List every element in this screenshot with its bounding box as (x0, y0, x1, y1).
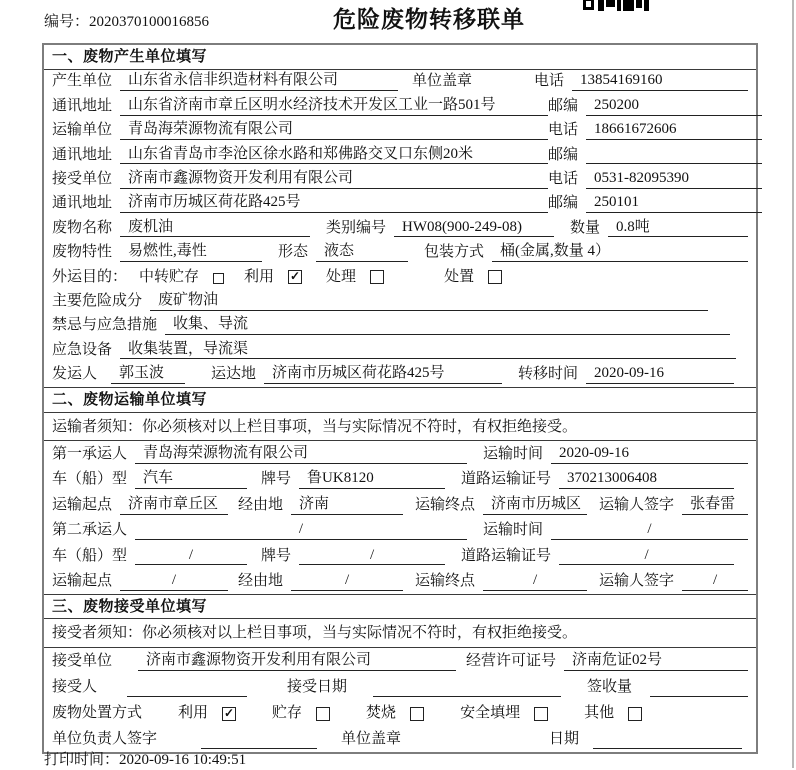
form-field (261, 546, 445, 566)
serial-label: 编号： (44, 14, 90, 30)
field-label: 电话 (533, 73, 564, 90)
section-receiver (44, 594, 756, 753)
field-label: 经营许可证号 (466, 653, 557, 670)
checkbox-icon (213, 273, 224, 284)
section-heading: 三、废物接受单位填写 (44, 595, 756, 620)
field-value: 13854169160 (572, 71, 748, 91)
field-value: / (551, 520, 748, 540)
field-label: 邮编 (548, 97, 579, 114)
qr-block (583, 0, 594, 10)
qr-block (606, 0, 615, 7)
field-label: 日期 (549, 731, 580, 748)
field-value: 收集装置，导流渠 (120, 340, 736, 360)
form-field (570, 218, 748, 238)
field-label: 运输人签字 (599, 572, 675, 589)
checkbox-icon (534, 707, 548, 721)
form-field (366, 704, 424, 723)
serial-number (44, 13, 209, 32)
form-field (52, 520, 467, 540)
field-value: HW08(900-249-08) (394, 218, 554, 238)
field-label: 接受日期 (287, 679, 348, 696)
form-field (415, 495, 587, 515)
field-label: 接受人 (52, 679, 98, 696)
field-value: 鲁UK8120 (299, 469, 445, 489)
field-label: 运输单位 (52, 122, 113, 139)
field-label: 单位负责人签字 (52, 731, 158, 748)
field-value: 2020-09-16 (586, 364, 734, 384)
form-field (52, 546, 247, 566)
form-row (44, 700, 756, 726)
field-value: 易燃性,毒性 (120, 242, 262, 262)
field-label: 废物处置方式 (52, 705, 143, 722)
form-field (483, 444, 748, 464)
form-field (287, 678, 561, 697)
field-value (127, 679, 247, 697)
form-row (44, 94, 756, 118)
field-label: 车（船）型 (52, 471, 128, 488)
field-label: 通讯地址 (52, 195, 113, 212)
form-field (460, 704, 548, 723)
field-value (373, 679, 561, 697)
form-field (326, 218, 554, 238)
qr-block (644, 0, 649, 11)
field-label: 经由地 (238, 496, 284, 513)
field-value: 济南市章丘区 (120, 495, 228, 515)
field-value: 汽车 (135, 469, 247, 489)
field-value: / (120, 571, 228, 591)
field-label: 通讯地址 (52, 146, 113, 163)
document-header (0, 0, 796, 43)
field-label: 其他 (584, 705, 615, 722)
field-value: / (682, 571, 748, 591)
field-label: 处置 (444, 268, 475, 285)
field-label: 第二承运人 (52, 522, 128, 539)
form-row (44, 240, 756, 264)
field-label: 经由地 (238, 572, 284, 589)
field-value (586, 146, 762, 164)
form-field (444, 268, 502, 287)
checkbox-checked-icon (288, 270, 302, 284)
field-value: 郭玉波 (111, 364, 185, 384)
form-field (52, 71, 398, 91)
check-mark: ✓ (224, 706, 235, 721)
form-row (44, 726, 756, 752)
form-field (52, 651, 456, 671)
form-field (52, 469, 247, 489)
form-row (44, 119, 756, 143)
form-field (272, 704, 330, 723)
form-row (44, 362, 756, 386)
field-label: 利用 (244, 268, 275, 285)
field-label: 邮编 (548, 146, 579, 163)
field-label: 运达地 (211, 366, 257, 383)
field-value: 青岛海荣源物流有限公司 (120, 120, 548, 140)
qr-block (598, 0, 604, 11)
form-field (52, 444, 467, 464)
qr-block (617, 0, 621, 11)
field-value: 0.8吨 (608, 218, 748, 238)
form-row (44, 648, 756, 674)
section-heading: 二、废物运输单位填写 (44, 388, 756, 413)
form-row (44, 338, 756, 362)
checkbox-checked-icon (222, 707, 236, 721)
section-note: 运输者须知：你必须核对以上栏目事项，当与实际情况不符时，有权拒绝接受。 (44, 413, 756, 442)
field-value: 济南市历城区 (483, 495, 587, 515)
field-value: / (135, 546, 247, 566)
field-value: 桶(金属,数量 4） (492, 242, 748, 262)
form-field (261, 469, 445, 489)
frame-border-line (792, 0, 794, 768)
field-label: 主要危险成分 (52, 292, 143, 309)
field-value (650, 679, 748, 697)
field-label: 数量 (570, 219, 601, 236)
field-value: 山东省青岛市李沧区徐水路和郑佛路交叉口东侧20米 (120, 145, 548, 165)
text-label: 单位盖章 (412, 73, 473, 90)
field-value: 济南危证02号 (564, 651, 748, 671)
field-label: 废物名称 (52, 219, 113, 236)
field-label: 运输时间 (483, 522, 544, 539)
serial-value: 2020370100016856 (89, 14, 210, 30)
field-label: 接受单位 (52, 653, 113, 670)
form-field (548, 169, 762, 189)
field-value: 济南市鑫源物资开发利用有限公司 (138, 651, 456, 671)
section-note: 接受者须知：你必须核对以上栏目事项，当与实际情况不符时，有权拒绝接受。 (44, 619, 756, 648)
field-label: 运输人签字 (599, 496, 675, 513)
field-label: 牌号 (261, 471, 292, 488)
form-field (52, 315, 748, 335)
field-label: 处理 (326, 268, 357, 285)
field-label: 贮存 (272, 705, 303, 722)
form-field (278, 242, 408, 262)
field-label: 发运人 (52, 366, 98, 383)
checkbox-icon (316, 707, 330, 721)
field-label: 禁忌与应急措施 (52, 317, 158, 334)
field-label: 中转贮存 (139, 268, 200, 285)
form-row (44, 492, 756, 517)
section-heading: 一、废物产生单位填写 (44, 45, 756, 70)
checkbox-icon (410, 707, 424, 721)
form-field (599, 495, 748, 515)
print-time (44, 751, 246, 770)
form-field (587, 678, 748, 697)
field-label: 应急设备 (52, 341, 113, 358)
form-row (44, 568, 756, 593)
field-value: 山东省济南市章丘区明水经济技术开发区工业一路501号 (120, 96, 548, 116)
field-value: 济南市历城区荷花路425号 (264, 364, 502, 384)
form-field (52, 730, 317, 749)
form-field (52, 169, 548, 189)
field-value: / (291, 571, 403, 591)
form-field (326, 268, 384, 287)
field-label: 接受单位 (52, 170, 113, 187)
text-label: 单位盖章 (341, 731, 402, 748)
form-field (244, 268, 302, 287)
form-field (549, 730, 748, 749)
form-row (44, 543, 756, 568)
form-field (424, 242, 748, 262)
form-field (52, 218, 310, 238)
form-field (52, 242, 262, 262)
field-value: 250200 (586, 96, 762, 116)
form-field (466, 651, 748, 671)
field-label: 牌号 (261, 547, 292, 564)
field-label: 转移时间 (518, 366, 579, 383)
form-field (461, 546, 748, 566)
field-label: 废物特性 (52, 244, 113, 261)
field-label: 运输起点 (52, 496, 113, 513)
form-field (52, 96, 548, 116)
form-row (44, 518, 756, 543)
field-value: 18661672606 (586, 120, 762, 140)
field-value: 废矿物油 (150, 291, 708, 311)
checkbox-icon (370, 270, 384, 284)
form-field (178, 704, 236, 723)
section-transporter (44, 387, 756, 594)
field-label: 包装方式 (424, 244, 485, 261)
form-row (44, 216, 756, 240)
form-field (518, 364, 748, 384)
form-field (548, 193, 762, 213)
form-row (44, 265, 756, 289)
field-label: 签收量 (587, 679, 633, 696)
field-value: 济南市鑫源物资开发利用有限公司 (120, 169, 548, 189)
field-label: 车（船）型 (52, 547, 128, 564)
form-field (52, 145, 548, 165)
form-field (415, 571, 587, 591)
field-value: / (559, 546, 734, 566)
form-field (52, 704, 150, 723)
checkbox-icon (488, 270, 502, 284)
field-label: 利用 (178, 705, 209, 722)
field-label: 类别编号 (326, 219, 387, 236)
form-field (52, 364, 185, 384)
field-value: 液态 (316, 242, 408, 262)
field-value: 2020-09-16 (551, 444, 748, 464)
field-label: 道路运输证号 (461, 471, 552, 488)
qr-code-partial-icon (583, 0, 651, 13)
field-value: 山东省永信非织造材料有限公司 (120, 71, 398, 91)
form-field (548, 146, 762, 165)
section-generator (44, 45, 756, 387)
field-value: / (135, 520, 467, 540)
form-row (44, 192, 756, 216)
field-label: 运输终点 (415, 496, 476, 513)
form-field (584, 704, 642, 723)
form-field (139, 268, 224, 287)
form-field (548, 120, 762, 140)
field-value: 0531-82095390 (586, 169, 762, 189)
field-value: 济南 (291, 495, 403, 515)
field-label: 运输终点 (415, 572, 476, 589)
checkbox-icon (628, 707, 642, 721)
field-value: 张春雷 (682, 495, 748, 515)
check-mark: ✓ (290, 269, 301, 284)
field-value (201, 731, 317, 749)
form-row (44, 143, 756, 167)
form-row (44, 467, 756, 492)
field-value: 济南市历城区荷花路425号 (120, 193, 548, 213)
field-value: / (299, 546, 445, 566)
field-value: 收集、导流 (165, 315, 730, 335)
field-label: 邮编 (548, 195, 579, 212)
transfer-form-table (42, 43, 758, 754)
field-label: 道路运输证号 (461, 547, 552, 564)
form-field (52, 678, 247, 697)
form-field (238, 571, 403, 591)
field-label: 运输时间 (483, 445, 544, 462)
form-field (238, 495, 403, 515)
qr-block (636, 0, 642, 8)
form-field (548, 96, 762, 116)
form-row (44, 674, 756, 700)
form-field (483, 520, 748, 540)
form-field (52, 340, 748, 360)
form-field (52, 495, 228, 515)
field-label: 电话 (548, 122, 579, 139)
field-label: 第一承运人 (52, 445, 128, 462)
form-field (534, 71, 748, 91)
form-field (52, 268, 135, 287)
field-label: 安全填埋 (460, 705, 521, 722)
field-value: 青岛海荣源物流有限公司 (135, 444, 467, 464)
form-row (44, 167, 756, 191)
form-field (52, 291, 748, 311)
field-value: 370213006408 (559, 469, 734, 489)
form-field (52, 193, 548, 213)
field-value: 废机油 (120, 218, 310, 238)
field-label: 通讯地址 (52, 97, 113, 114)
field-label: 产生单位 (52, 73, 113, 90)
field-label: 焚烧 (366, 705, 397, 722)
field-label: 运输起点 (52, 572, 113, 589)
form-field (52, 120, 548, 140)
field-label: 形态 (278, 244, 309, 261)
field-label: 电话 (548, 170, 579, 187)
print-time-label: 打印时间： (44, 752, 120, 768)
print-time-value: 2020-09-16 10:49:51 (119, 752, 247, 768)
field-value: 250101 (586, 193, 762, 213)
qr-block (623, 0, 633, 11)
form-row (44, 441, 756, 466)
form-field (52, 571, 228, 591)
form-field (211, 364, 502, 384)
page-title: 危险废物转移联单 (333, 7, 525, 32)
field-label: 外运目的： (52, 268, 128, 285)
form-row (44, 70, 756, 94)
form-row (44, 289, 756, 313)
field-value: / (483, 571, 587, 591)
form-field (461, 469, 748, 489)
field-value (593, 731, 742, 749)
form-row (44, 314, 756, 338)
form-field (599, 571, 748, 591)
